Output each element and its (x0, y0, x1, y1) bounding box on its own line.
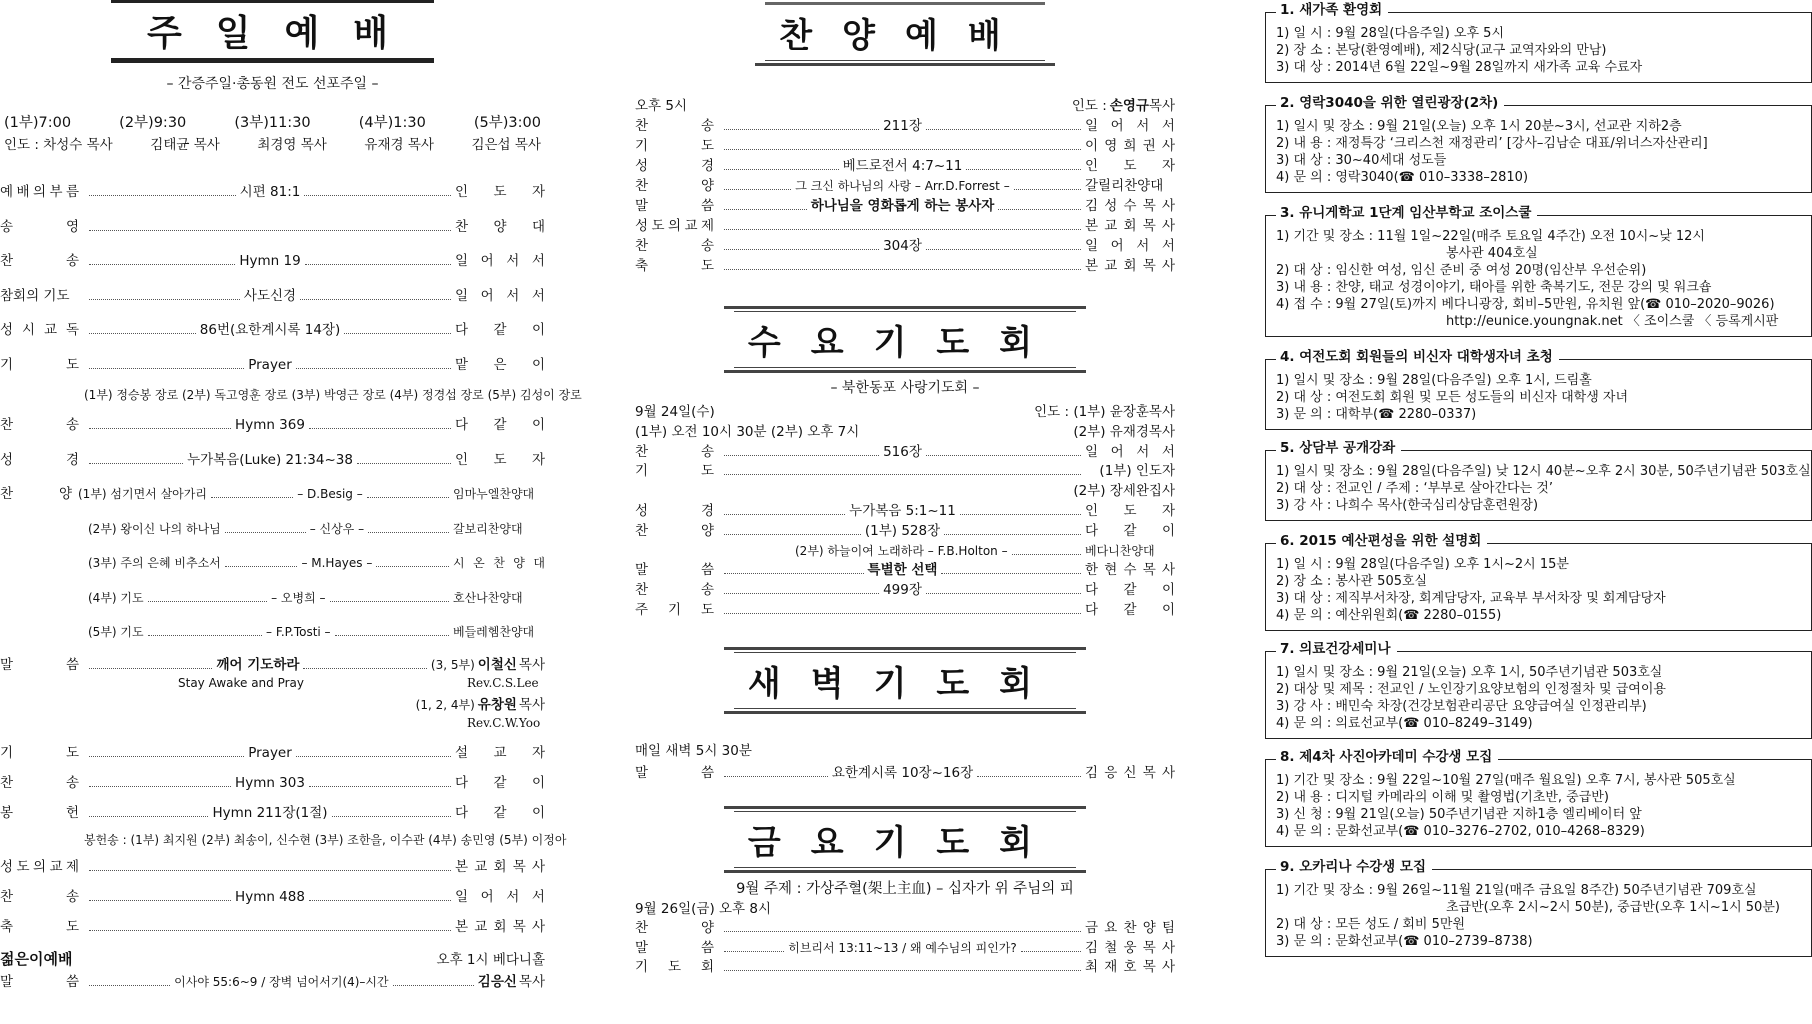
order-who: 인 도 자 (455, 184, 545, 200)
dawn-order (635, 740, 1175, 784)
friday-theme: 9월 주제 : 가상주혈(架上主血) – 십자가 위 주님의 피 (736, 880, 1074, 897)
praise-header (635, 96, 1175, 116)
notice-line: 4) 문 의 : 의료선교부(☎ 010–8249–3149) (1276, 716, 1533, 731)
order-who: 한 현 수 목 사 (1085, 562, 1175, 579)
notice-line: 2) 대 상 : 임신한 여성, 임신 준비 중 여성 20명(임산부 우선순위) (1276, 263, 1647, 278)
notice-title: 5. 상담부 공개강좌 (1276, 440, 1401, 457)
order-label: 찬 양 (635, 920, 714, 937)
praise-order (635, 96, 1175, 276)
order-who: 일 어 서 서 (1085, 118, 1175, 134)
order-value: 하나님을 영화롭게 하는 봉사자 (810, 198, 995, 214)
order-label: 말 씀 (0, 656, 79, 673)
order-row (635, 601, 1175, 621)
service-time: (2부)9:30 (119, 115, 187, 131)
prayer-leaders: (1부) 정승봉 장로 (2부) 독고영훈 장로 (3부) 박영근 장로 (4부) 정경섭 장로 (5부) 김성이 장로 (84, 388, 582, 402)
order-label: 주 기 도 (635, 601, 714, 618)
order-who: 다 같 이 (455, 322, 545, 338)
order-label: 기 도 (635, 138, 714, 154)
order-row (635, 561, 1175, 581)
order-row (635, 176, 1175, 196)
order-label: 성 경 (635, 502, 714, 519)
order-who: 인 도 자 (455, 451, 545, 468)
praise-banner (635, 0, 1175, 66)
order-row (0, 210, 545, 245)
youth-title: 젊은이예배 (0, 949, 73, 968)
order-label: 봉 헌 (0, 804, 79, 821)
praise-leader-name: 손영규 (1109, 98, 1149, 114)
notice-line: 2) 대상 및 제목 : 전교인 / 노인장기요양보험의 인정절차 및 급여이용 (1276, 682, 1666, 697)
anthem-row (0, 581, 545, 616)
evening-services-column (635, 0, 1175, 1024)
order-row (0, 244, 545, 279)
anthem-composer: – 오병희 – (271, 590, 326, 605)
order-row (635, 136, 1175, 156)
notice-line: 1) 기간 및 장소 : 9월 26일~11월 21일(매주 금요일 8주간) 50주년기념관 709호실 (1276, 883, 1757, 898)
service-times (0, 111, 545, 132)
order-label: 성 경 (0, 451, 79, 468)
notice-line: 3) 문 의 : 문화선교부(☎ 010–2739–8738) (1276, 934, 1533, 949)
offering-singers: 봉헌송 : (1부) 최지원 (2부) 최송이, 신수현 (3부) 조한을, 이수관 (4부) 송민영 (5부) 이정아 (84, 832, 567, 847)
notices-column (1265, 0, 1812, 1024)
wednesday-subtitle: – 북한동포 사랑기도회 – (830, 380, 980, 396)
order-who: 다 같 이 (1085, 582, 1175, 599)
order-row (0, 768, 545, 798)
order-row (0, 313, 545, 348)
order-label: 찬 송 (0, 253, 79, 269)
anthem-row (0, 615, 545, 650)
order-who: 일 어 서 서 (455, 888, 545, 905)
order-label: 찬 송 (635, 118, 714, 134)
order-row (0, 279, 545, 314)
notice-line: 2) 대 상 : 여전도회 회원 및 모든 성도들의 비신자 대학생 자녀 (1276, 390, 1629, 405)
order-label: 성 시 교 독 (0, 322, 79, 338)
anthem-row (0, 477, 545, 512)
order-who: 일 어 서 서 (455, 253, 545, 269)
order-who: 맡 은 이 (455, 356, 545, 373)
notice-line: 2) 내 용 : 디지털 카메라의 이해 및 촬영법(기초반, 중급반) (1276, 790, 1609, 805)
notice-line: 1) 일 시 : 9월 28일(다음주일) 오후 5시 (1276, 26, 1505, 41)
service-leader: 인도 : 차성수 목사 (4, 137, 113, 153)
order-row (0, 175, 545, 210)
notice-line: 2) 장 소 : 본당(환영예배), 제2식당(교구 교역자와의 만남) (1276, 43, 1607, 58)
notice-box (1265, 641, 1812, 739)
sermon-row (0, 656, 545, 674)
notice-line: 2) 장 소 : 봉사관 505호실 (1276, 574, 1428, 589)
order-row (0, 348, 545, 383)
order-who: 금 요 찬 양 팀 (1085, 920, 1175, 937)
notice-line: 4) 접 수 : 9월 27일(토)까지 베다니광장, 회비–5만원, 유치원 앞(☎ 010–2020–9026) (1276, 297, 1775, 312)
preacher2-parts: (1, 2, 4부) (415, 697, 475, 712)
notice-line: 3) 대 상 : 30~40세대 성도들 (1276, 153, 1447, 168)
sunday-order-2 (0, 738, 567, 942)
service-time: (3부)11:30 (234, 115, 311, 131)
notice-box (1265, 859, 1812, 957)
order-row (635, 939, 1175, 959)
order-value: 시편 81:1 (239, 184, 301, 200)
order-who: 일 어 서 서 (1085, 443, 1175, 460)
order-row (635, 256, 1175, 276)
notice-line: 3) 강 사 : 나희수 목사(한국심리상담훈련원장) (1276, 498, 1539, 513)
order-who: 다 같 이 (455, 804, 545, 821)
order-who: 최 재 호 목 사 (1085, 959, 1175, 976)
friday-title: 금요기도회 (734, 811, 1076, 868)
dawn-time: 매일 새벽 5시 30분 (635, 742, 752, 759)
order-label: 참회의 기도 (0, 287, 70, 304)
order-who: 다 같 이 (1085, 601, 1175, 618)
wednesday-anthem2-choir: 베다니찬양대 (1085, 543, 1155, 558)
order-who: 본 교 회 목 사 (1085, 218, 1175, 234)
order-label: 찬 송 (0, 888, 79, 905)
order-label: 찬 송 (635, 582, 714, 599)
order-label: 말 씀 (635, 562, 714, 579)
anthem-choir: 임마누엘찬양대 (453, 487, 535, 501)
wednesday-times-row (635, 423, 1175, 443)
anthem-title: (2부) 왕이신 나의 하나님 (88, 521, 221, 536)
order-who: 다 같 이 (455, 774, 545, 791)
sermon-en-row (0, 674, 545, 692)
praise-leader-label: 인도 : (1071, 98, 1107, 114)
order-label: 기 도 회 (635, 959, 714, 976)
youth-preacher: 김응신 (477, 973, 517, 990)
order-row (635, 502, 1175, 522)
service-leader: 최경영 목사 (257, 137, 327, 153)
preacher1-title: 목사 (518, 656, 545, 673)
anthem-choir: 베들레헴찬양대 (453, 625, 535, 639)
order-value: 사도신경 (243, 287, 297, 304)
notice-title: 1. 새가족 환영회 (1276, 2, 1388, 19)
wednesday-banner (635, 306, 1175, 373)
notice-line: 4) 문 의 : 문화선교부(☎ 010–3276–2702, 010–4268–8329) (1276, 824, 1645, 839)
preacher1-parts: (3, 5부) (430, 657, 475, 672)
anthem-choir: 갈보리찬양대 (453, 521, 523, 536)
order-value: Prayer (248, 356, 292, 373)
wednesday-times: (1부) 오전 10시 30분 (2부) 오후 7시 (635, 423, 860, 440)
wednesday-anthem2-row (635, 542, 1175, 562)
wednesday-leader2: (2부) 유재경 (1073, 423, 1149, 440)
notice-line: 3) 내 용 : 찬양, 태교 성경이야기, 태아를 위한 축복기도, 전문 강의 및 워크숍 (1276, 280, 1712, 295)
notice-line: 1) 기간 및 장소 : 11월 1일~22일(매주 토요일 4주간) 오전 10시~낮 12시 (1276, 229, 1705, 244)
notice-line: 3) 대 상 : 2014년 6월 22일~9월 28일까지 새가족 교육 수료자 (1276, 60, 1643, 75)
order-label: 말 씀 (635, 764, 714, 781)
order-who: 갈릴리찬양대 (1085, 178, 1164, 194)
order-who: 본 교 회 목 사 (455, 858, 545, 875)
order-label: 찬 양 (635, 522, 714, 539)
order-who: 다 같 이 (1085, 522, 1175, 539)
order-value: (1부) 528장 (864, 522, 941, 539)
notice-line: 1) 일시 및 장소 : 9월 21일(오늘) 오후 1시 20분~3시, 선교관 지하2층 (1276, 119, 1682, 134)
order-who: (1부) 인도자 (1099, 463, 1175, 480)
praise-leader-title: 목사 (1148, 98, 1175, 114)
order-row (635, 156, 1175, 176)
notice-line: 3) 강 사 : 배민숙 차장(건강보험관리공단 요양급여실 인정관리부) (1276, 699, 1647, 714)
notices-list (1265, 2, 1812, 957)
preacher2-row (0, 696, 545, 714)
youth-header (0, 948, 545, 971)
order-value: 499장 (883, 582, 922, 599)
order-who: 이 영 희 권 사 (1085, 138, 1175, 154)
order-value: 누가복음 5:1~11 (849, 502, 956, 519)
notice-title: 2. 영락3040을 위한 열린광장(2차) (1276, 95, 1504, 112)
order-label: 축 도 (635, 258, 714, 274)
notice-line: 1) 기간 및 장소 : 9월 22일~10월 27일(매주 월요일) 오후 7시, 봉사관 505호실 (1276, 773, 1736, 788)
order-label: 말 씀 (635, 939, 714, 956)
anthem-choir: 호산나찬양대 (453, 590, 523, 605)
wednesday-date-row (635, 403, 1175, 423)
notice-line: 2) 대 상 : 모든 성도 / 회비 5만원 (1276, 917, 1466, 932)
order-value: 86번(요한계시록 14장) (199, 322, 341, 338)
order-who: 설 교 자 (455, 744, 545, 761)
notice-line: 1) 일시 및 장소 : 9월 28일(다음주일) 낮 12시 40분~오후 2시 30분, 50주년기념관 503호실 (1276, 464, 1811, 479)
sermon-title-en: Stay Awake and Pray (178, 675, 305, 690)
service-leader: 유재경 목사 (364, 137, 434, 153)
service-leaders (0, 133, 545, 153)
wednesday-anthem2: (2부) 하늘이여 노래하라 – F.B.Holton – (795, 543, 1008, 558)
order-row (0, 852, 545, 882)
order-label: 기 도 (0, 356, 79, 373)
notice-title: 9. 오카리나 수강생 모집 (1276, 859, 1432, 876)
youth-row (0, 971, 545, 993)
notice-line: 2) 대 상 : 전교인 / 주제 : ‘부부로 살아간다는 것’ (1276, 481, 1553, 496)
anthem-choir: 시 온 찬 양 대 (453, 556, 545, 570)
order-row (635, 958, 1175, 978)
order-who: 본 교 회 목 사 (455, 918, 545, 935)
order-row (0, 738, 545, 768)
preacher1-en: Rev.C.S.Lee (467, 675, 539, 690)
order-value: 304장 (883, 238, 922, 254)
order-value: 516장 (883, 443, 922, 460)
notice-line: 2) 내 용 : 재정특강 ‘크리스천 재정관리’ [강사–김남순 대표/위너스자산관리] (1276, 136, 1708, 151)
order-value: 요한계시록 10장~16장 (831, 764, 974, 781)
praise-title: 찬양예배 (765, 2, 1044, 61)
wednesday-title: 수요기도회 (734, 311, 1076, 368)
order-who: 찬 양 대 (455, 218, 545, 235)
order-value: Hymn 488 (235, 888, 305, 905)
order-value: Hymn 19 (239, 253, 301, 269)
order-value: 누가복음(Luke) 21:34~38 (187, 451, 353, 468)
order-label: 찬 양 (0, 486, 72, 502)
order-value: 211장 (883, 118, 922, 134)
notice-line: 4) 문 의 : 영락3040(☎ 010–3338–2810) (1276, 170, 1529, 185)
order-row (0, 912, 545, 942)
order-row (635, 443, 1175, 463)
order-label: 기 도 (0, 744, 79, 761)
notice-box (1265, 349, 1812, 430)
youth-time: 오후 1시 베다니홀 (436, 951, 545, 968)
wednesday-date: 9월 24일(수) (635, 404, 715, 420)
order-who: 김 응 신 목 사 (1085, 764, 1175, 781)
notice-box (1265, 95, 1812, 193)
youth-service (0, 948, 545, 993)
notice-title: 6. 2015 예산편성을 위한 설명회 (1276, 533, 1487, 550)
preacher2-en-row (0, 714, 545, 732)
order-value: 특별한 선택 (867, 562, 938, 579)
notice-line: 3) 신 청 : 9월 21일(오늘) 50주년기념관 지하1층 엘리베이터 앞 (1276, 807, 1642, 822)
order-who: 다 같 이 (455, 417, 545, 433)
order-row (635, 116, 1175, 136)
anthem-composer: – D.Besig – (297, 487, 363, 501)
notice-line: http://eunice.youngnak.net 〈 조이스쿨 〈 등록게시판 (1446, 314, 1779, 329)
notice-line: 3) 대 상 : 제직부서차장, 회계담당자, 교육부 부서차장 및 회계담당자 (1276, 591, 1666, 606)
order-value: Hymn 303 (235, 774, 305, 791)
service-leader: 김태균 목사 (150, 137, 220, 153)
service-time: (4부)1:30 (358, 115, 426, 131)
order-label: 기 도 (635, 463, 714, 480)
order-who: 인 도 자 (1085, 502, 1175, 519)
order-label: 말 씀 (0, 973, 79, 990)
order-row (635, 462, 1175, 482)
order-value: Hymn 369 (235, 417, 305, 433)
preacher2-en: Rev.C.W.Yoo (467, 715, 541, 730)
order-label: 예 배 의 부 름 (0, 184, 79, 200)
order-label: 성 도 의 교 제 (0, 858, 79, 875)
notice-line: 1) 일시 및 장소 : 9월 21일(오늘) 오후 1시, 50주년기념관 503호실 (1276, 665, 1663, 680)
notice-line: 봉사관 404호실 (1446, 246, 1538, 261)
wednesday-leader1: 인도 : (1부) 윤장훈 (1034, 404, 1149, 420)
notice-title: 7. 의료건강세미나 (1276, 641, 1397, 658)
sunday-service-column (0, 0, 582, 1024)
notice-box (1265, 440, 1812, 521)
sunday-order (0, 175, 582, 650)
order-label: 축 도 (0, 918, 79, 935)
order-row (635, 762, 1175, 784)
order-value: 그 크신 하나님의 사랑 – Arr.D.Forrest – (795, 179, 1010, 193)
sermon-block (0, 656, 545, 732)
wednesday-order (635, 403, 1175, 621)
preacher1-name: 이철신 (477, 656, 517, 673)
order-row (635, 236, 1175, 256)
order-label: 찬 송 (0, 774, 79, 791)
notice-line: 1) 일 시 : 9월 28일(다음주일) 오후 1시~2시 15분 (1276, 557, 1569, 572)
notice-line: 3) 문 의 : 대학부(☎ 2280–0337) (1276, 407, 1477, 422)
order-row (635, 522, 1175, 542)
order-who: 김 철 웅 목 사 (1085, 939, 1175, 956)
service-leader: 김은섭 목사 (471, 137, 541, 153)
anthem-title: (5부) 기도 (88, 625, 144, 639)
order-who: 일 어 서 서 (455, 287, 545, 304)
wednesday-prayer2-text: (2부) 장세완집사 (1073, 483, 1175, 500)
order-row (635, 919, 1175, 939)
order-label: 찬 송 (0, 417, 79, 433)
anthem-row (0, 546, 545, 581)
wednesday-leader1-title: 목사 (1148, 404, 1175, 420)
order-who: 김 성 수 목 사 (1085, 198, 1175, 214)
wednesday-leader2-title: 목사 (1148, 423, 1175, 440)
notice-title: 8. 제4차 사진아카데미 수강생 모집 (1276, 749, 1498, 766)
sunday-banner (0, 0, 545, 63)
order-row (635, 196, 1175, 216)
order-label: 찬 송 (635, 238, 714, 254)
praise-time: 오후 5시 (635, 98, 688, 114)
friday-date: 9월 26일(금) 오후 8시 (635, 900, 772, 917)
notice-line: 1) 일시 및 장소 : 9월 28일(다음주일) 오후 1시, 드림홀 (1276, 373, 1592, 388)
dawn-banner (635, 647, 1175, 714)
preacher2-name: 유창원 (477, 696, 517, 713)
order-who: 본 교 회 목 사 (1085, 258, 1175, 274)
order-label: 찬 송 (635, 443, 714, 460)
order-who: 일 어 서 서 (1085, 238, 1175, 254)
order-label: 성 경 (635, 158, 714, 174)
notice-box (1265, 533, 1812, 631)
order-row (0, 408, 545, 443)
order-row (0, 882, 545, 912)
notice-box (1265, 749, 1812, 847)
order-label: 말 씀 (635, 198, 714, 214)
youth-text: 이사야 55:6~9 / 장벽 넘어서기(4)–시간 (174, 974, 389, 989)
order-row (635, 581, 1175, 601)
youth-preacher-title: 목사 (518, 973, 545, 990)
anthem-title: (3부) 주의 은혜 비추소서 (88, 556, 221, 570)
order-row (635, 216, 1175, 236)
notice-line: 초급반(오후 2시~2시 50분), 중급반(오후 1시~1시 50분) (1446, 900, 1780, 915)
preacher2-title: 목사 (518, 696, 545, 713)
order-value: Prayer (248, 744, 292, 761)
sunday-subtitle: – 간증주일·총동원 전도 선포주일 – (166, 76, 379, 92)
order-value: 히브리서 13:11~13 / 왜 예수님의 피인가? (788, 940, 1017, 955)
notice-title: 3. 유니게학교 1단계 임산부학교 조이스쿨 (1276, 205, 1537, 222)
order-label: 성 도 의 교 제 (635, 218, 714, 234)
sunday-title: 주일예배 (146, 13, 423, 54)
notice-box (1265, 205, 1812, 337)
order-value: Hymn 211장(1절) (212, 804, 328, 821)
anthem-row (0, 512, 545, 547)
order-row (0, 443, 545, 478)
service-time: (5부)3:00 (473, 115, 541, 131)
order-who: 인 도 자 (1085, 158, 1175, 174)
order-label: 찬 양 (635, 178, 714, 194)
notice-title: 4. 여전도회 회원들의 비신자 대학생자녀 초청 (1276, 349, 1559, 366)
dawn-title: 새벽기도회 (734, 652, 1076, 709)
anthem-composer: – M.Hayes – (301, 556, 373, 570)
friday-banner (635, 806, 1175, 873)
anthem-composer: – F.P.Tosti – (266, 625, 331, 639)
wednesday-prayer2 (635, 482, 1175, 502)
order-row (0, 798, 545, 828)
order-label: 송 영 (0, 218, 79, 235)
sermon-title: 깨어 기도하라 (216, 656, 300, 673)
notice-box (1265, 2, 1812, 83)
anthem-title: (4부) 기도 (88, 590, 144, 605)
service-time: (1부)7:00 (4, 115, 72, 131)
order-value: 베드로전서 4:7~11 (842, 158, 963, 174)
notice-line: 4) 문 의 : 예산위원회(☎ 2280–0155) (1276, 608, 1502, 623)
friday-order (635, 900, 1175, 978)
anthem-title: (1부) 섬기면서 살아가리 (78, 487, 207, 501)
anthem-composer: – 신상우 – (309, 521, 365, 536)
